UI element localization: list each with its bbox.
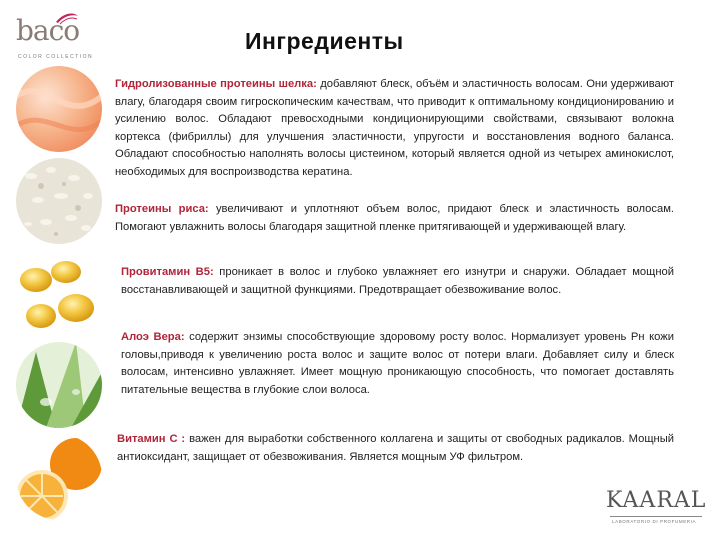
section-text: содержит энзимы способствующие здоровому росту волос. Нормализует уровень Рн кожи головы,приводя к увеличению роста волос и защите волос от потери влаги. Добавляет силу и блеск волосам, интенсивно увлажняет. Имеет мощную проникающую способность, что помогает доставлять питательные вещества в глубокие слои волоса. [121,331,675,396]
section-lead: Витамин С : [117,433,186,445]
orange-image [16,434,102,520]
section-lead: Протеины риса: [115,203,209,215]
baco-logo [14,8,94,68]
kaaral-logo [606,488,706,528]
rice-image [16,158,102,244]
section-provitamin-b5 [121,264,674,299]
silk-image [16,66,102,152]
aloe-vera-image [16,342,102,428]
section-silk-proteins [115,76,674,181]
section-aloe-vera [121,329,674,399]
section-text: добавляют блеск, объём и эластичность волосам. Они удерживают влагу, благодаря своим гигроскопическим качествам, что приводит к оптимальному кондиционированию и усилению волос. Обладают превосходными кондиционирующими свойствами, связывают волокна кортекса (фибриллы) для улучшения эластичности, упругости и восстановления водного баланса. Обладают способностью наполнять волосы цистеином, который является одной из четырех аминокислот, необходимых для воспроизводства кератина. [115,78,674,178]
vitamin-capsules-image [16,250,102,336]
logo-brand-text: KAARAL [606,488,707,513]
section-lead: Гидролизованные протеины шелка: [115,78,317,90]
page-title: Ингредиенты [245,28,404,54]
logo-divider [610,516,702,517]
section-text: проникает в волос и глубоко увлажняет его изнутри и снаружи. Обладает мощной восстанавливающей и защитной функциями. Предотвращает обезвоживание волос. [121,266,674,296]
logo-brand-text: baco [16,14,80,47]
logo-tagline: LABORATORIO DI PROFUMERIA [612,519,697,524]
logo-tagline: COLOR COLLECTION [18,54,94,60]
section-lead: Провитамин В5: [121,266,214,278]
section-text: важен для выработки собственного коллагена и защиты от свободных радикалов. Мощный антиоксидант, защищает от обезвоживания. Является мощным УФ фильтром. [117,433,675,463]
section-rice-proteins [115,201,674,236]
section-lead: Алоэ Вера: [121,331,185,343]
section-vitamin-c [117,431,674,466]
section-text: увеличивают и уплотняют объем волос, придают блеск и эластичность волосам. Помогают увлажнить волосы благодаря защитной пленке притягивающей и удерживающей влагу. [115,203,674,233]
